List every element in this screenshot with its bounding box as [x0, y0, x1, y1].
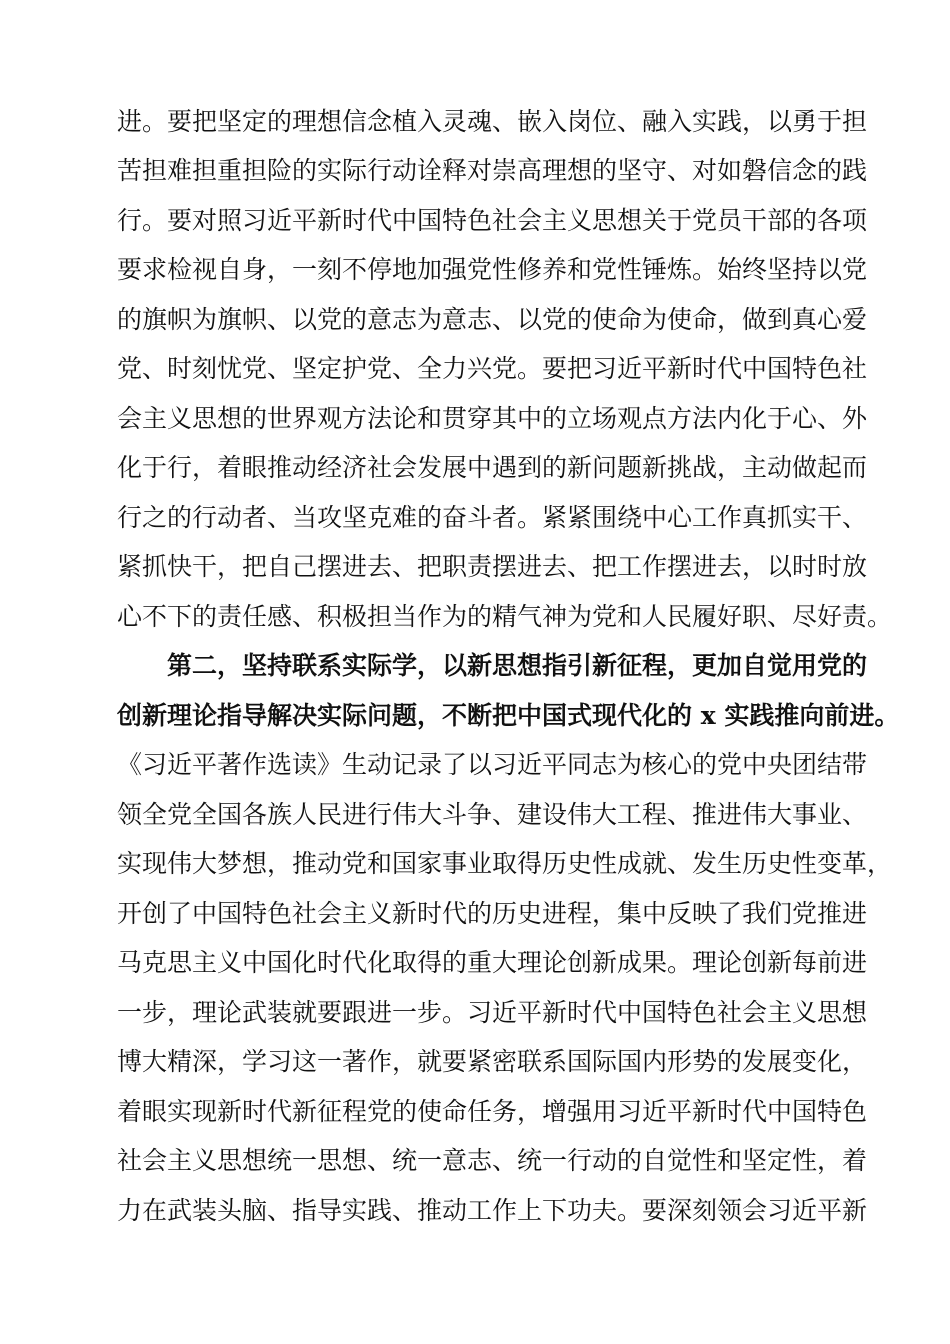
text-line: 行之的行动者、当攻坚克难的奋斗者。紧紧围绕中心工作真抓实干、 [117, 503, 868, 532]
text-line: 社会主义思想统一思想、统一意志、统一行动的自觉性和坚定性，着 [117, 1146, 868, 1175]
text-line: 领全党全国各族人民进行伟大斗争、建设伟大工程、推进伟大事业、 [117, 800, 868, 829]
text-line: 紧抓快干，把自己摆进去、把职责摆进去、把工作摆进去，以时时放 [117, 552, 868, 581]
text-line: 化于行，着眼推动经济社会发展中遇到的新问题新挑战，主动做起而 [117, 453, 868, 482]
text-line: 马克思主义中国化时代化取得的重大理论创新成果。理论创新每前进 [117, 948, 868, 977]
text-line: 的旗帜为旗帜、以党的意志为意志、以党的使命为使命，做到真心爱 [117, 305, 868, 334]
text-line: 苦担难担重担险的实际行动诠释对崇高理想的坚守、对如磐信念的践 [117, 156, 868, 185]
text-line: 博大精深，学习这一著作，就要紧密联系国际国内形势的发展变化， [117, 1047, 868, 1076]
text-line: 会主义思想的世界观方法论和贯穿其中的立场观点方法内化于心、外 [117, 404, 868, 433]
text-line: 力在武装头脑、指导实践、推动工作上下功夫。要深刻领会习近平新 [117, 1196, 868, 1225]
text-line: 心不下的责任感、积极担当作为的精气神为党和人民履好职、尽好责。 [117, 602, 893, 631]
text-line: 进。要把坚定的理想信念植入灵魂、嵌入岗位、融入实践，以勇于担 [117, 107, 868, 136]
text-line: 《习近平著作选读》生动记录了以习近平同志为核心的党中央团结带 [117, 750, 868, 779]
section-heading-line: 创新理论指导解决实际问题，不断把中国式现代化的 x 实践推向前进。 [117, 701, 900, 730]
text-line: 一步，理论武装就要跟进一步。习近平新时代中国特色社会主义思想 [117, 998, 868, 1027]
text-line: 开创了中国特色社会主义新时代的历史进程，集中反映了我们党推进 [117, 899, 868, 928]
text-line: 行。要对照习近平新时代中国特色社会主义思想关于党员干部的各项 [117, 206, 868, 235]
section-heading-line: 第二，坚持联系实际学，以新思想指引新征程，更加自觉用党的 [167, 651, 868, 680]
text-line: 实现伟大梦想，推动党和国家事业取得历史性成就、发生历史性变革， [117, 849, 893, 878]
text-line: 着眼实现新时代新征程党的使命任务，增强用习近平新时代中国特色 [117, 1097, 868, 1126]
text-line: 党、时刻忧党、坚定护党、全力兴党。要把习近平新时代中国特色社 [117, 354, 868, 383]
text-line: 要求检视自身，一刻不停地加强党性修养和党性锤炼。始终坚持以党 [117, 255, 868, 284]
